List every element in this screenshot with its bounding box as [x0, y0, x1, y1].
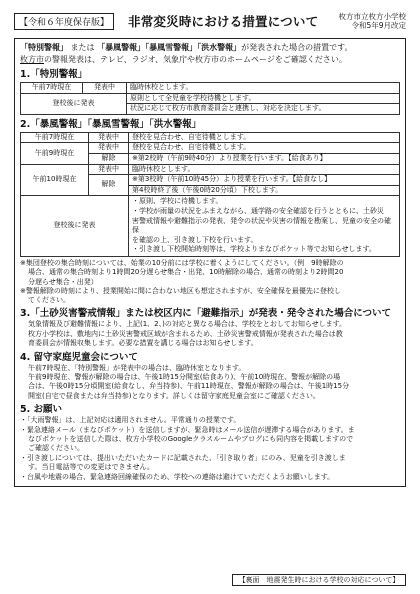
intro-warnings: 「暴風警報」「暴風雪警報」「洪水警報」: [97, 43, 242, 52]
table-row: [21, 143, 400, 154]
revision-date: 令和5年9月改定: [351, 21, 406, 30]
note-line: 場合、通常の集合時刻より1時間20分遅らせ集合・出発、10時解除の場合、通常の時刻より2時間20: [28, 268, 344, 277]
document: [14, 12, 406, 487]
table-row: [21, 196, 400, 257]
status-cell: 解除: [89, 153, 129, 164]
time-cell: 登校後に発表: [21, 196, 129, 257]
body-line: 合は、午後0時15分頃開室(給食なし、弁当持参)、午前11時現在、警報が解除の場合は、午後1時15分: [28, 382, 350, 391]
intro-city: 枚方市: [20, 54, 44, 64]
action-cell: 登校を見合わせ、自宅待機とします。: [129, 143, 400, 154]
body-line: す。当日電話等での変更はできません。: [28, 463, 154, 472]
intro-or: または: [70, 43, 95, 52]
section3-body: [20, 320, 400, 348]
status-cell: 発表中: [89, 132, 129, 143]
school-name: 枚方市立枚方小学校: [338, 12, 406, 21]
action-cell: ※第2校時（午前9時40分）より授業を行います。【給食あり】: [129, 153, 400, 164]
back-page-note: 【裏面 地震発生時における学校の対応について】: [232, 574, 406, 586]
status-cell: 解除: [89, 175, 129, 196]
section5-heading: 5. お願い: [20, 404, 63, 416]
action-cell: 登校を見合わせ、自宅待機とします。: [129, 132, 400, 143]
table-row: [21, 93, 400, 104]
body-line: なびポケットを送信した際は、枚方小学校のGoogleクラスルームやブログにも同内容を掲載しますので: [28, 435, 354, 444]
body-line: ・引き渡しについては、提出いただいたカードに記載された、「引き取り者」にのみ、児童を引き渡しま: [20, 453, 346, 462]
action-cell: 臨時休校とします。: [127, 83, 400, 94]
action-cell: 臨時休校とします。: [129, 164, 400, 175]
table-row: [21, 132, 400, 143]
body-line: 午前7時現在、「特別警報」が発表中の場合は、臨時休室となります。: [28, 363, 246, 372]
action-line: 害警戒情報や避難指示の発表、発令の状況や災害の情報を勘案し、児童の安全の確保: [132, 216, 391, 235]
document-header: [14, 12, 406, 38]
time-cell: 午前10時現在: [21, 164, 89, 196]
intro-line2: の警報発表は、テレビ、ラジオ、気象庁や枚方市のホームページをご確認ください。: [44, 54, 347, 64]
section2-table: [20, 132, 400, 257]
action-line: ・原則、学校に待機します。: [132, 197, 223, 206]
body-line: 気象情報及び避難情報により、上記(1、2、)の対応と異なる場合は、学校をとおしてお知らせします。: [28, 320, 347, 329]
section4-heading: 4. 留守家庭児童会について: [20, 351, 138, 363]
intro: [20, 42, 400, 65]
intro-special-warning: 「特別警報」: [20, 43, 68, 52]
status-cell: 発表中: [83, 83, 127, 94]
body-line: 開室(自宅で昼食または弁当持参)となります。詳しくは留守家庭児童会室にご確認ください。: [28, 391, 320, 400]
main-box: [14, 38, 406, 487]
status-cell: 発表中: [89, 164, 129, 175]
time-cell: 午前9時現在: [21, 143, 89, 164]
time-cell: 午前7時現在: [21, 83, 83, 94]
action-cell: [129, 196, 400, 257]
section5-body: [20, 416, 400, 482]
body-line: 育委員会が情報収集します。必要な措置を講じる場合はお知らせします。: [28, 339, 258, 348]
section4-body: [20, 364, 400, 402]
note-line: ※警報解除の時刻により、授業開始に間に合わない地区も想定されますが、安全確保を最優先に登校し: [20, 286, 341, 295]
notes: [20, 259, 400, 305]
body-line: 午前9時現在、警報が解除の場合は、午後1時15分開室(給食あり)、午前10時現在、警報が解除の場: [28, 373, 341, 382]
section2-heading: 2.「暴風警報」「暴風雪警報」「洪水警報」: [20, 118, 202, 130]
action-cell: 状況に応じて枚方市教育委員会と連携し、対応を決定します。: [127, 104, 400, 115]
note-line: てください。: [28, 296, 70, 305]
status-cell: 発表中: [89, 143, 129, 154]
body-line: 枚方小学校は、敷地内に土砂災害警戒区域が含まれるため、土砂災害警戒情報が発表された場合は教: [28, 329, 343, 338]
table-row: [21, 164, 400, 175]
action-cell: 原則として全児童を学校待機とします。: [127, 93, 400, 104]
body-line: ・「大雨警報」は、上記対応は適用されません。平常通りの授業です。: [20, 416, 241, 425]
section1-table: [20, 82, 400, 115]
action-line: を確認の上、引き渡し下校を行います。: [132, 235, 258, 244]
body-line: ・緊急連絡メール（まなびポケット）を送信しますが、緊急時はメール送信が遅滞する場合があります。ま: [20, 425, 355, 434]
edition-badge: 【令和６年度保存版】: [14, 13, 114, 30]
action-line: ・学校が雨量の状況をふまえながら、通学路の安全確認を行うとともに、土砂災: [132, 206, 384, 215]
section1-heading: 1.「特別警報」: [20, 69, 88, 80]
body-line: ご確認ください。: [28, 444, 84, 453]
note-line: ※集団登校の集合時刻については、始業の10分前には学校に着くようにしてください。（例 9時解除の: [20, 258, 344, 267]
table-row: [21, 83, 400, 94]
action-cell: 第4校時終了後（午後0時20分頃）下校します。: [129, 185, 400, 196]
intro-tail: が発表された場合の措置です。: [241, 43, 353, 52]
action-line: ・引き渡し下校開始時刻等は、学校よりまなびポケット等でお知らせします。: [132, 245, 376, 254]
note-line: 分遅らせ集合・出発）: [28, 277, 98, 286]
action-cell: ※第3校時（午前10時45分）より授業を行います。【給食なし】: [129, 175, 400, 186]
section3-heading: 3.「土砂災害警戒情報」または校区内に「避難指示」が発表・発令された場合について: [20, 308, 392, 320]
time-cell: 午前7時現在: [21, 132, 89, 143]
page-title: 非常変災時における措置について: [128, 14, 319, 29]
body-line: ・台風や地震の場合、緊急連絡回線確保のため、学校への連絡は避けていただくようお願いします。: [20, 472, 335, 481]
school-info: [339, 12, 407, 30]
time-cell: 登校後に発表: [21, 93, 127, 114]
